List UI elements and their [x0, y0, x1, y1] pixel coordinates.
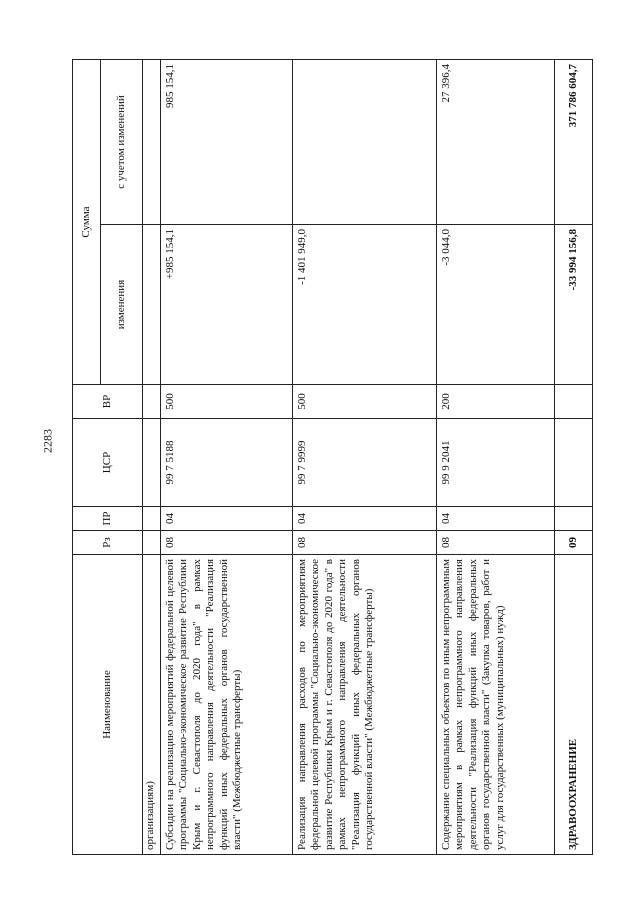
header-csr: ЦСР [73, 419, 143, 507]
header-vr: ВР [73, 385, 143, 419]
row-total: 27 396,4 [437, 60, 555, 225]
row-name: Содержание специальных объектов по иным непрограммным мероприятиям в рамках непрограммного направления деятельности "Реализация функций иных федеральных органов государственной власти" (Закупка товаров, работ и услуг для государственных (муниципальных) нужд) [437, 555, 555, 855]
budget-table-sheet [72, 60, 592, 855]
row-name: Реализация направления расходов по мероприятиям федеральной целевой программы "Социально-экономическое развитие Республики Крым и г. Севастополя до 2020 года" в рамках непрограммного направления деятельности "Реализация функций иных федеральных органов государственной власти" (Межбюджетные трансферты) [293, 555, 437, 855]
row-total [143, 60, 161, 225]
header-rz: Рз [73, 531, 143, 555]
row-pr: 04 [161, 507, 293, 531]
row-change: -33 994 156,8 [555, 225, 593, 385]
row-csr: 99 7 9999 [293, 419, 437, 507]
row-total [293, 60, 437, 225]
header-name: Наименование [73, 555, 143, 855]
row-vr: 500 [161, 385, 293, 419]
row-csr [143, 419, 161, 507]
table-row [161, 60, 293, 855]
row-total: 985 154,1 [161, 60, 293, 225]
row-name: организациям) [143, 555, 161, 855]
row-pr: 04 [437, 507, 555, 531]
table-row [143, 60, 161, 855]
row-csr: 99 7 5188 [161, 419, 293, 507]
row-rz [143, 531, 161, 555]
table-row-total [555, 60, 593, 855]
row-vr: 200 [437, 385, 555, 419]
row-rz: 08 [437, 531, 555, 555]
row-csr [555, 419, 593, 507]
row-rz: 08 [161, 531, 293, 555]
row-name: Субсидии на реализацию мероприятий федеральной целевой программы "Социально-экономическое развитие Республики Крым и г. Севастополя до 2020 года" в рамках непрограммного направления деятельности "Реализация функций иных федеральных органов государственной власти" (Межбюджетные трансферты) [161, 555, 293, 855]
row-vr [555, 385, 593, 419]
table-row [293, 60, 437, 855]
row-pr [555, 507, 593, 531]
table-row [437, 60, 555, 855]
row-rz: 09 [555, 531, 593, 555]
budget-table [72, 59, 593, 855]
row-change: +985 154,1 [161, 225, 293, 385]
row-name: ЗДРАВООХРАНЕНИЕ [555, 555, 593, 855]
page-number: 2283 [40, 429, 55, 453]
row-csr: 99 9 2041 [437, 419, 555, 507]
row-pr [143, 507, 161, 531]
header-changes: изменения [101, 225, 143, 385]
header-pr: ПР [73, 507, 143, 531]
row-rz: 08 [293, 531, 437, 555]
row-vr: 500 [293, 385, 437, 419]
row-pr: 04 [293, 507, 437, 531]
row-total: 371 786 604,7 [555, 60, 593, 225]
header-with-changes: с учетом изменений [101, 60, 143, 225]
row-vr [143, 385, 161, 419]
row-change: -1 401 949,0 [293, 225, 437, 385]
header-sum: Сумма [73, 60, 101, 385]
row-change: -3 044,0 [437, 225, 555, 385]
row-change [143, 225, 161, 385]
